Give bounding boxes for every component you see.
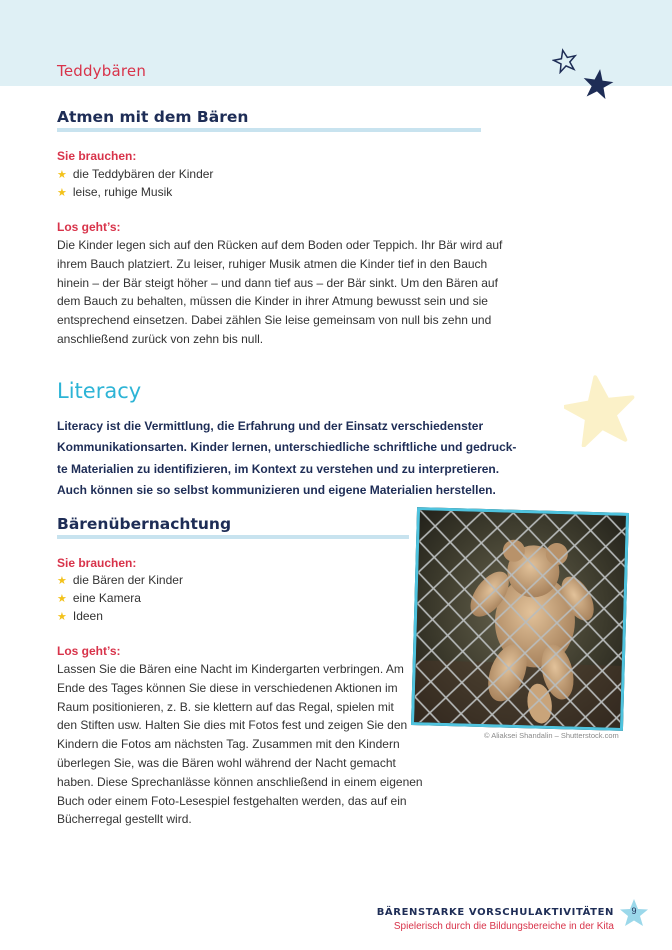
materials-label: Sie brauchen: <box>57 149 137 163</box>
chapter-title: Teddybären <box>57 62 147 80</box>
materials-list <box>57 165 213 201</box>
photo-credit: © Aliaksei Shandalin – Shutterstock.com <box>484 731 619 740</box>
star-bullet-icon: ★ <box>57 169 67 181</box>
list-item: ★ leise, ruhige Musik <box>57 185 173 199</box>
literacy-heading: Literacy <box>57 379 142 403</box>
instructions-label: Los geht’s: <box>57 644 121 658</box>
instructions-text: Die Kinder legen sich auf den Rücken auf dem Boden oder Teppich. Ihr Bär wird auf ihrem Bauch platziert. Zu leiser, ruhiger Musik atmen die Kinder tief in den Bauch hinein – der Bär steigt höher – und dann tief aus – der Bär sinkt. Um den Bären auf dem Bauch zu behalten, müssen die Kinder in ihrer Atmung bewusst sein und sie entsprechend einsetzen. Dabei zählen Sie leise gemeinsam von null bis zehn und anschließend zurück von zehn bis null. <box>57 238 503 346</box>
star-outline-icon <box>552 48 578 74</box>
star-filled-icon <box>582 68 614 100</box>
instructions-text: Lassen Sie die Bären eine Nacht im Kindergarten verbringen. Am Ende des Tages können Sie diese in verschiedenen Aktionen im Raum positionieren, z. B. sie klettern auf das Regal, spielen mit den Stiften usw. Halten Sie dies mit Fotos fest und zeigen Sie den Kindern die Fotos am nächsten Tag. Zusammen mit den Kindern überlegen Sie, was die Bären wohl während der Nacht gemacht haben. Diese Sprechanlässe können anschließend in einem eigenen Buch oder einem Foto-Lesespiel festgehalten werden, das auf ein Bücherregal gestellt wird. <box>57 662 423 827</box>
materials-label: Sie brauchen: <box>57 556 137 570</box>
photo-illustration <box>414 510 626 728</box>
list-item: ★ eine Kamera <box>57 591 141 605</box>
teddy-fence-photo <box>411 507 629 731</box>
list-item: ★ Ideen <box>57 609 103 623</box>
star-bullet-icon: ★ <box>57 187 67 199</box>
activity-title-breathing: Atmen mit dem Bären <box>57 108 249 126</box>
activity-title-overnight: Bärenübernachtung <box>57 515 232 533</box>
star-bullet-icon: ★ <box>57 611 67 623</box>
star-bullet-icon: ★ <box>57 593 67 605</box>
star-bullet-icon: ★ <box>57 575 67 587</box>
section-underline <box>57 128 481 132</box>
star-decoration-icon <box>564 375 636 447</box>
instructions-label: Los geht’s: <box>57 220 121 234</box>
materials-list <box>57 571 183 625</box>
footer-subtitle: Spielerisch durch die Bildungsbereiche in der Kita <box>393 921 614 932</box>
literacy-intro: Literacy ist die Vermittlung, die Erfahrung und der Einsatz verschiedenster Kommunikationsarten. Kinder lernen, unterschiedliche schriftliche und gedruck- te Materialien zu identifizieren, im Kontext zu verstehen und zu interpretieren. Auch können sie so selbst kommunizieren und eigene Materialien herstellen. <box>57 419 517 497</box>
footer-book-title: BÄRENSTARKE VORSCHULAKTIVITÄTEN <box>376 907 614 918</box>
page-number: 9 <box>631 906 637 916</box>
list-item: ★ die Teddybären der Kinder <box>57 167 214 181</box>
section-underline <box>57 535 409 539</box>
list-item: ★ die Bären der Kinder <box>57 573 183 587</box>
